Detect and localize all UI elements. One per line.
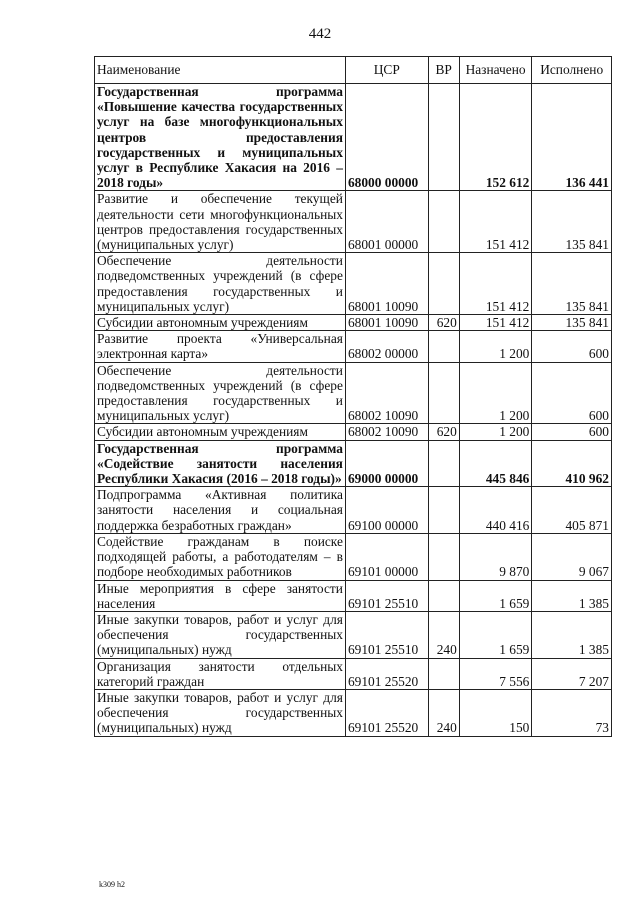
table-row [95,253,612,315]
table-row [95,84,612,191]
row-csr: 69101 25520 [345,658,428,689]
row-planned: 1 659 [459,611,532,658]
table-row [95,191,612,253]
row-executed: 1 385 [532,580,612,611]
row-csr: 68001 00000 [345,191,428,253]
table-row [95,440,612,487]
table-row [95,689,612,736]
row-executed: 600 [532,331,612,362]
row-name: Содействие гражданам в поиске подходящей работы, а работодателям – в подборе необходимых работников [95,533,346,580]
row-name: Государственная программа «Повышение качества государственных услуг на базе многофункциональных центров предоставления государственных и муниципальных услуг в Республике Хакасия на 2016 – 2018 годы» [95,84,346,191]
header-planned: Назначено [459,57,532,84]
row-csr: 68002 10090 [345,424,428,440]
row-executed: 600 [532,362,612,424]
row-planned: 150 [459,689,532,736]
row-planned: 440 416 [459,487,532,534]
row-csr: 69101 25520 [345,689,428,736]
table-row [95,580,612,611]
table-row [95,658,612,689]
row-name: Субсидии автономным учреждениям [95,315,346,331]
row-planned: 1 659 [459,580,532,611]
footer-code: k309 h2 [99,880,125,889]
header-executed: Исполнено [532,57,612,84]
header-vr: ВР [428,57,459,84]
row-executed: 1 385 [532,611,612,658]
row-vr: 240 [428,611,459,658]
row-vr [428,580,459,611]
row-name: Подпрограмма «Активная политика занятости населения и социальная поддержка безработных граждан» [95,487,346,534]
row-vr [428,658,459,689]
row-csr: 69101 00000 [345,533,428,580]
row-csr: 68000 00000 [345,84,428,191]
row-csr: 68002 10090 [345,362,428,424]
row-executed: 135 841 [532,191,612,253]
row-csr: 68001 10090 [345,253,428,315]
row-vr [428,191,459,253]
row-planned: 445 846 [459,440,532,487]
row-executed: 9 067 [532,533,612,580]
row-planned: 151 412 [459,315,532,331]
budget-table [94,56,612,737]
row-vr [428,533,459,580]
row-csr: 68002 00000 [345,331,428,362]
row-vr [428,362,459,424]
row-csr: 69101 25510 [345,611,428,658]
row-name: Иные мероприятия в сфере занятости населения [95,580,346,611]
row-name: Развитие проекта «Универсальная электронная карта» [95,331,346,362]
row-planned: 9 870 [459,533,532,580]
row-executed: 405 871 [532,487,612,534]
row-name: Обеспечение деятельности подведомственных учреждений (в сфере предоставления государственных и муниципальных услуг) [95,362,346,424]
row-executed: 135 841 [532,315,612,331]
table-row [95,331,612,362]
row-planned: 1 200 [459,331,532,362]
row-vr: 240 [428,689,459,736]
row-csr: 69100 00000 [345,487,428,534]
row-vr [428,440,459,487]
row-csr: 69000 00000 [345,440,428,487]
header-name: Наименование [95,57,346,84]
row-name: Субсидии автономным учреждениям [95,424,346,440]
row-csr: 68001 10090 [345,315,428,331]
table-body [95,84,612,737]
row-name: Иные закупки товаров, работ и услуг для обеспечения государственных (муниципальных) нужд [95,611,346,658]
row-executed: 135 841 [532,253,612,315]
table-row [95,315,612,331]
row-vr [428,84,459,191]
row-name: Иные закупки товаров, работ и услуг для обеспечения государственных (муниципальных) нужд [95,689,346,736]
row-planned: 1 200 [459,424,532,440]
table-row [95,487,612,534]
row-vr [428,331,459,362]
table-row [95,533,612,580]
row-executed: 600 [532,424,612,440]
table-header-row [95,57,612,84]
row-name: Развитие и обеспечение текущей деятельности сети многофункциональных центров предоставления государственных (муниципальных услуг) [95,191,346,253]
row-planned: 1 200 [459,362,532,424]
row-name: Государственная программа «Содействие занятости населения Республики Хакасия (2016 – 2018 годы)» [95,440,346,487]
row-name: Обеспечение деятельности подведомственных учреждений (в сфере предоставления государственных и муниципальных услуг) [95,253,346,315]
row-planned: 151 412 [459,253,532,315]
page-number: 442 [308,26,332,42]
header-csr: ЦСР [345,57,428,84]
row-executed: 7 207 [532,658,612,689]
row-name: Организация занятости отдельных категорий граждан [95,658,346,689]
row-planned: 152 612 [459,84,532,191]
row-executed: 410 962 [532,440,612,487]
row-vr [428,487,459,534]
table-row [95,362,612,424]
row-vr: 620 [428,315,459,331]
row-planned: 7 556 [459,658,532,689]
row-csr: 69101 25510 [345,580,428,611]
table-row [95,424,612,440]
row-executed: 73 [532,689,612,736]
row-executed: 136 441 [532,84,612,191]
row-planned: 151 412 [459,191,532,253]
table-row [95,611,612,658]
row-vr [428,253,459,315]
row-vr: 620 [428,424,459,440]
